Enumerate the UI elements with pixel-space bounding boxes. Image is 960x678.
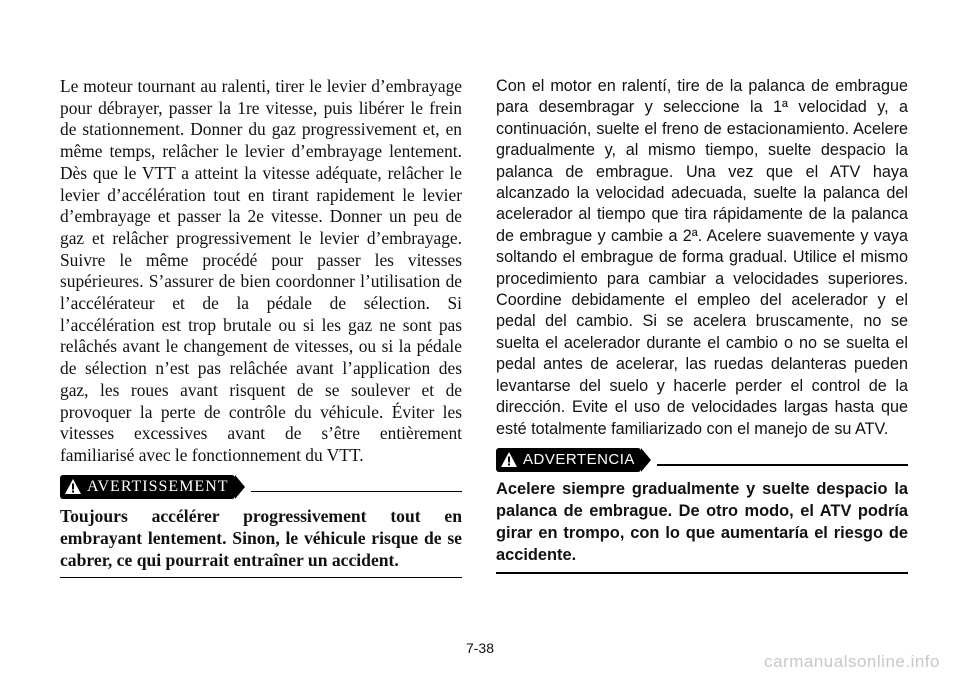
watermark: carmanualsonline.info bbox=[764, 652, 940, 671]
page-number: 7-38 bbox=[465, 640, 495, 656]
spanish-body-text: Con el motor en ralentí, tire de la palanca de embrague para desembragar y seleccione la 1ª velocidad y, a continuación, suelte el freno de estacionamiento. Acelere gradualmente y, al mismo tiempo, suelte despacio la palanca de embrague. Una vez que el ATV haya alcanzado la velocidad adecuada, suelte la palanca del acelerador al tiempo que tira rápidamente de la palanca de embrague y cambie a 2ª. Acelere suavemente y vaya soltando el embrague de forma gradual. Utilice el mismo procedimiento para cambiar a velocidades superiores. Coordine debidamente el empleo del acelerador y el pedal del cambio. Si se acelera bruscamente, no se suelta el acelerador durante el cambio o no se suelta el pedal antes de acelerar, las ruedas delanteras pueden levantarse del suelo y hacerle perder el control de la dirección. Evite el uso de velocidades largas hasta que esté totalmente familiarizado con el manejo de su ATV. bbox=[496, 77, 908, 438]
spanish-warning-header bbox=[496, 448, 908, 472]
spanish-column bbox=[496, 76, 908, 574]
french-warning-rule bbox=[251, 491, 462, 493]
french-warning-badge bbox=[60, 475, 235, 499]
spanish-end-rule bbox=[496, 572, 908, 574]
french-end-rule bbox=[60, 577, 462, 579]
warning-triangle-icon bbox=[64, 478, 82, 496]
french-body-text: Le moteur tournant au ralenti, tirer le levier d’embrayage pour débrayer, passer la 1re vitesse, puis libérer le frein de stationnement. Donner du gaz progressivement et, en même temps, relâcher le levier d’embrayage lentement. Dès que le VTT a atteint la vitesse adéquate, relâcher le levier d’accélération tout en tirant rapidement le levier d’embrayage et passer la 2e vitesse. Donner un peu de gaz et relâcher progressivement le levier d’embrayage. Suivre le même procédé pour passer les vitesses supérieures. S’assurer de bien coordonner l’utilisation de l’accélérateur et de la pédale de sélection. Si l’accélération est trop brutale ou si les gaz ne sont pas relâchés avant le changement de vitesses, ou si la pédale de sélection n’est pas relâchée avant l’application des gaz, les roues avant risquent de se soulever et de provoquer la perte de contrôle du véhicule. Éviter les vitesses excessives avant de s’être entièrement familiarisé avec le fonctionnement du VTT. bbox=[60, 76, 462, 465]
warning-triangle-icon bbox=[500, 451, 518, 469]
french-column bbox=[60, 76, 462, 578]
spanish-warning-rule bbox=[657, 464, 908, 466]
french-warning-label: AVERTISSEMENT bbox=[87, 477, 229, 495]
spanish-warning-text: Acelere siempre gradualmente y suelte despacio la palanca de embrague. De otro modo, el ATV podría girar en trompo, con lo que aumentaría el riesgo de accidente. bbox=[496, 479, 908, 564]
spanish-warning-badge bbox=[496, 448, 641, 472]
french-warning-header bbox=[60, 475, 462, 499]
french-warning-text: Toujours accélérer progressivement tout en embrayant lentement. Sinon, le véhicule risque de se cabrer, ce qui pourrait entraîner un accident. bbox=[60, 505, 462, 570]
spanish-warning-label: ADVERTENCIA bbox=[523, 451, 635, 469]
